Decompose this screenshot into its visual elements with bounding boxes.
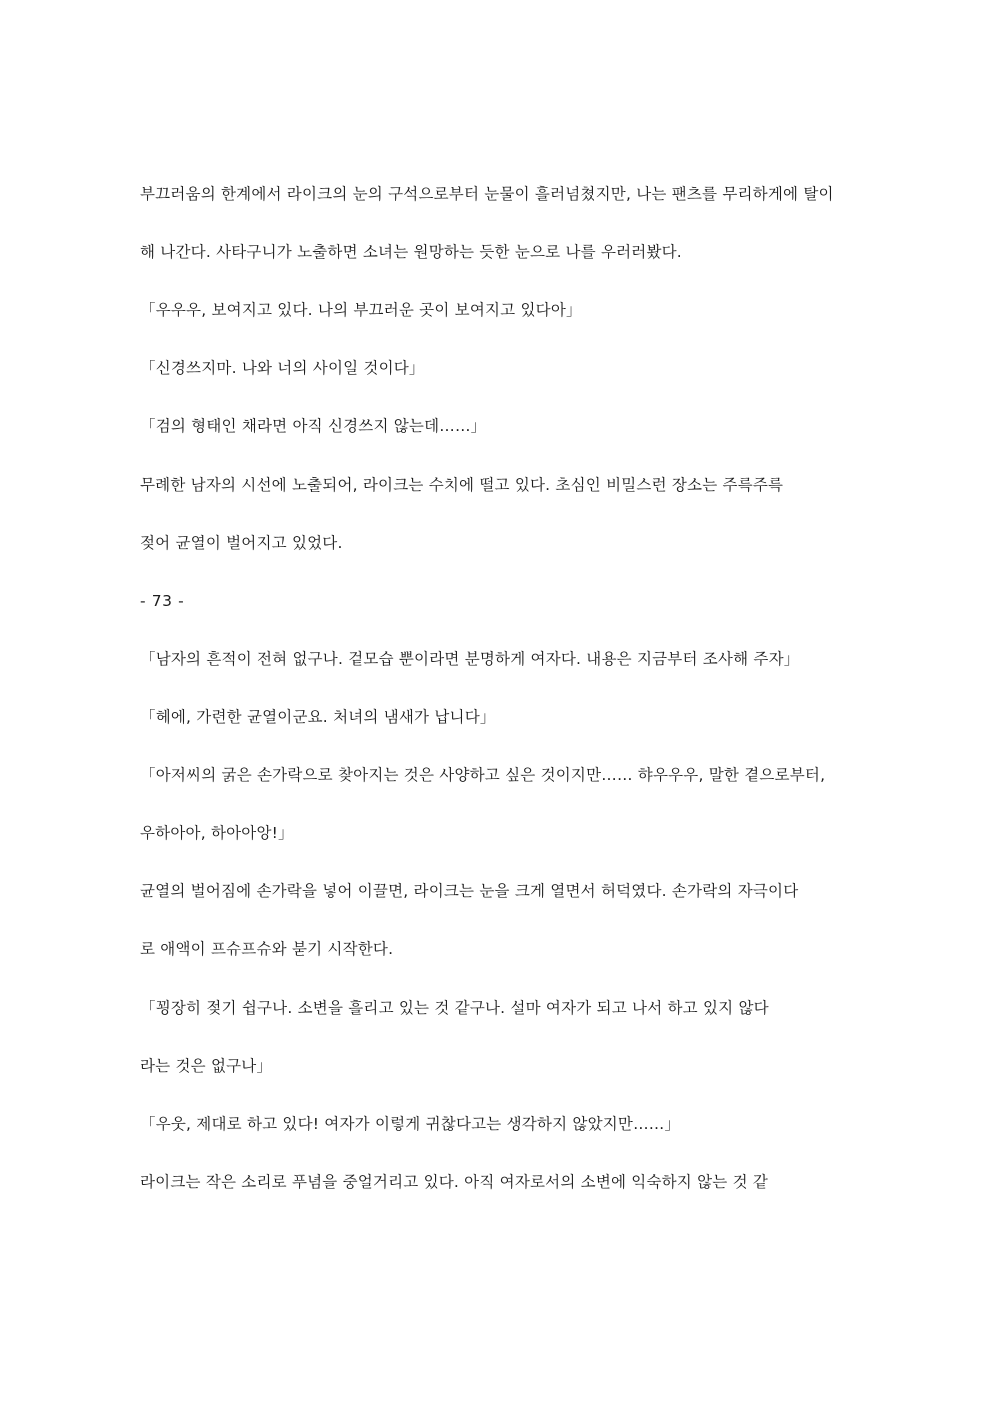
paragraph-7: 젖어 균열이 벌어지고 있었다.	[140, 533, 343, 552]
paragraph-17: 라이크는 작은 소리로 푸념을 중얼거리고 있다. 아직 여자로서의 소변에 익숙하지 않는 것 같	[140, 1172, 769, 1191]
paragraph-10: 「아저씨의 굵은 손가락으로 찾아지는 것은 사양하고 싶은 것이지만…… 햐우우우, 말한 곁으로부터,	[140, 766, 826, 785]
paragraph-13: 로 애액이 프슈프슈와 붇기 시작한다.	[140, 940, 394, 959]
paragraph-3: 「우우우, 보여지고 있다. 나의 부끄러운 곳이 보여지고 있다아」	[140, 301, 582, 320]
paragraph-14: 「꾕장히 젖기 쉽구나. 소변을 흘리고 있는 것 같구나. 설마 여자가 되고 나서 하고 있지 않다	[140, 998, 769, 1017]
paragraph-5: 「검의 형태인 채라면 아직 신경쓰지 않는데……」	[140, 417, 487, 436]
paragraph-1: 부끄러움의 한계에서 라이크의 눈의 구석으로부터 눈물이 흘러넘쳤지만, 나는 팬츠를 무리하게에 탈이	[140, 185, 834, 203]
paragraph-8: 「남자의 흔적이 전혀 없구나. 겉모습 뿐이라면 분명하게 여자다. 내용은 지금부터 조사해 주자」	[140, 649, 800, 668]
paragraph-11: 우하아아, 하아아앙!」	[140, 824, 294, 843]
paragraph-15: 라는 것은 없구나」	[140, 1056, 273, 1075]
paragraph-4: 「신경쓰지마. 나와 너의 사이일 것이다」	[140, 359, 425, 378]
paragraph-12: 균열의 벌어짐에 손가락을 넣어 이끌면, 라이크는 눈을 크게 열면서 허덕였다. 손가락의 자극이다	[140, 882, 799, 901]
paragraph-2: 해 나간다. 사타구니가 노출하면 소녀는 원망하는 듯한 눈으로 나를 우러러봤다.	[140, 243, 682, 262]
page-number: - 73 -	[140, 591, 185, 610]
paragraph-9: 「헤에, 가련한 균열이군요. 처녀의 냄새가 납니다」	[140, 707, 496, 726]
paragraph-16: 「우웃, 제대로 하고 있다! 여자가 이렇게 귀찮다고는 생각하지 않았지만……」	[140, 1114, 681, 1133]
paragraph-6: 무례한 남자의 시선에 노출되어, 라이크는 수치에 떨고 있다. 초심인 비밀스런 장소는 주륵주륵	[140, 475, 784, 494]
document-body	[140, 182, 852, 1195]
